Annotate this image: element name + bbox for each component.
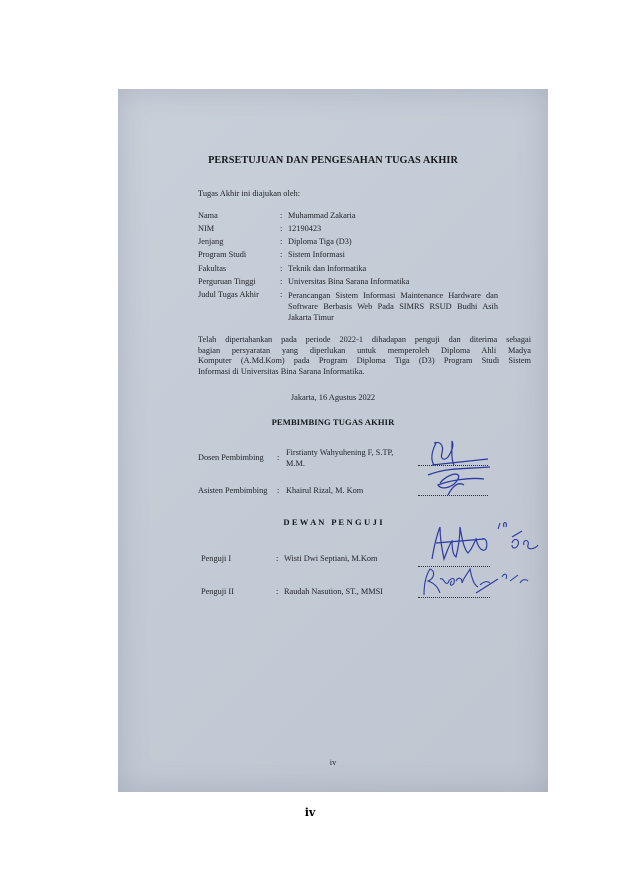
field-value-fakultas: Teknik dan Informatika: [288, 264, 367, 273]
field-colon: :: [280, 211, 283, 220]
paragraph-line-2: bagian persyaratan yang diperlukan untuk memperoleh Diploma Ahli Madya: [198, 345, 531, 355]
approval-paragraph: [198, 335, 531, 378]
judul-line-1: Perancangan Sistem Informasi Maintenance Hardware dan: [288, 291, 498, 300]
penguji-2-label: Penguji II: [201, 587, 234, 596]
field-label-perguruan-tinggi: Perguruan Tinggi: [198, 277, 256, 286]
dosen-pembimbing-label: Dosen Pembimbing: [198, 453, 264, 462]
field-label-nama: Nama: [198, 211, 218, 220]
asisten-pembimbing-label: Asisten Pembimbing: [198, 486, 268, 495]
intro-text: Tugas Akhir ini diajukan oleh:: [198, 189, 301, 198]
field-colon: :: [280, 290, 283, 299]
pembimbing-heading: PEMBIMBING TUGAS AKHIR: [271, 417, 395, 427]
page-number: iv: [304, 806, 316, 819]
field-colon: :: [280, 264, 283, 273]
paragraph-line-1: Telah dipertahankan pada periode 2022-1 dihadapan penguji dan diterima sebagai: [198, 335, 531, 344]
signature-penguji-1: [426, 519, 546, 571]
field-value-nim: 12190423: [288, 224, 322, 233]
judul-line-2: Software Berbasis Web Pada SIMRS RSUD Budhi Asih: [288, 302, 498, 311]
field-colon: :: [280, 250, 283, 259]
field-colon: :: [280, 237, 283, 246]
field-label-program-studi: Program Studi: [198, 250, 247, 259]
field-label-jenjang: Jenjang: [198, 237, 224, 246]
penguji-1-label: Penguji I: [201, 554, 232, 563]
field-value-perguruan-tinggi: Universitas Bina Sarana Informatika: [288, 277, 410, 286]
penguji-1-name: Wisti Dwi Septiani, M.Kom: [284, 554, 378, 563]
signature-penguji-2: [418, 565, 538, 599]
field-colon: :: [277, 453, 280, 462]
field-colon: :: [276, 587, 279, 596]
field-value-judul: [288, 290, 498, 323]
place-date: Jakarta, 16 Agustus 2022: [290, 393, 376, 402]
field-label-nim: NIM: [198, 224, 215, 233]
asisten-pembimbing-name: Khairul Rizal, M. Kom: [286, 486, 364, 495]
field-colon: :: [280, 224, 283, 233]
field-label-judul: Judul Tugas Akhir: [198, 290, 259, 299]
dosen-name-line-1: Firstianty Wahyuhening F, S.TP,: [286, 448, 394, 457]
field-colon: :: [277, 486, 280, 495]
field-value-jenjang: Diploma Tiga (D3): [288, 237, 352, 246]
paragraph-line-3: Komputer (A.Md.Kom) pada Program Diploma Tiga (D3) Program Studi Sistem: [198, 356, 531, 366]
field-colon: :: [276, 554, 279, 563]
field-colon: :: [280, 277, 283, 286]
signature-dosen-pembimbing: [418, 437, 498, 499]
dosen-pembimbing-name: [286, 447, 393, 469]
field-value-program-studi: Sistem Informasi: [288, 250, 345, 259]
judul-line-3: Jakarta Timur: [288, 313, 334, 322]
penguji-2-name: Raudah Nasution, ST., MMSI: [284, 587, 383, 596]
dosen-name-line-2: M.M.: [286, 459, 305, 468]
paragraph-line-4: Informasi di Universitas Bina Sarana Informatika.: [198, 367, 365, 377]
document-title: PERSETUJUAN DAN PENGESAHAN TUGAS AKHIR: [208, 155, 458, 166]
penguji-heading: D E W A N P E N G U J I: [283, 517, 383, 527]
field-value-nama: Muhammad Zakaria: [288, 211, 356, 220]
field-label-fakultas: Fakultas: [198, 264, 227, 273]
scan-page-number: iv: [329, 758, 337, 767]
scanned-approval-sheet: [118, 89, 548, 792]
